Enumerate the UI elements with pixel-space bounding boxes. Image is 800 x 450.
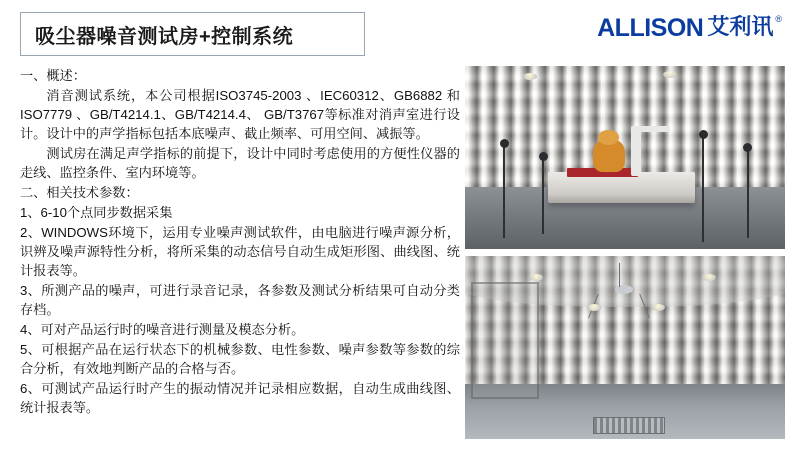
body-line: 6、可测试产品运行时产生的振动情况并记录相应数据，自动生成曲线图、统计报表等。 — [20, 380, 460, 416]
body-line: 二、相关技术参数： — [20, 185, 139, 201]
test-robot-head — [598, 130, 619, 145]
microphone-stand — [702, 136, 704, 242]
body-line: 消音测试系统，本公司根据ISO3745-2003 、IEC60312、GB6882 和ISO7779 、GB/T4214.1、GB/T4214.4、 GB/T3767等标准对消声室进行设计。设计中的声学指标包括本底噪声、截止频率、可用空间、减振等。 — [20, 87, 460, 142]
body-line: 3、所测产品的噪声，可进行录音记录，各参数及测试分析结果可自动分类存档。 — [20, 282, 460, 318]
body-text-column — [20, 66, 460, 418]
microphone-stand — [747, 147, 749, 239]
fixture-rod — [619, 263, 620, 287]
robot-arm-vertical — [631, 128, 641, 176]
anechoic-chamber-robot-test-photo — [465, 66, 785, 249]
microphone-head — [539, 152, 548, 161]
microphone-head — [699, 130, 708, 139]
page-title — [20, 12, 365, 56]
floor-grate — [593, 417, 665, 434]
robot-arm-horizontal — [631, 126, 669, 131]
body-line: 测试房在满足声学指标的前提下，设计中同时考虑使用的方便性仪器的走线、监控条件、室内环境等。 — [20, 146, 460, 181]
body-line: 5、可根据产品在运行状态下的机械参数、电性参数、噪声参数等参数的综合分析，有效地判断产品的合格与否。 — [20, 341, 460, 376]
body-line: 2、WINDOWS环境下，运用专业噪声测试软件，由电脑进行噪声源分析，识辨及噪声源特性分析，将所采集的动态信号自动生成矩形图、曲线图、统计报表等。 — [20, 224, 460, 279]
body-line: 一、概述： — [20, 68, 86, 83]
ceiling-light — [651, 304, 665, 311]
microphone-stand — [542, 154, 544, 235]
registered-trademark-icon: ® — [775, 14, 782, 24]
anechoic-chamber-interior-photo — [465, 256, 785, 439]
test-platform — [548, 172, 695, 203]
brand-logo — [597, 16, 782, 41]
ceiling-light — [587, 304, 601, 311]
microphone-stand — [503, 143, 505, 238]
logo-chinese-name: 艾利讯 — [707, 14, 774, 39]
body-line: 4、可对产品运行时的噪音进行测量及模态分析。 — [20, 321, 305, 337]
logo-wordmark: ALLISON — [597, 14, 704, 42]
page-title-text: 吸尘器噪音测试房+控制系统 — [35, 25, 294, 48]
body-line: 1、6-10个点同步数据采集 — [20, 204, 173, 220]
chamber-door — [471, 282, 539, 399]
